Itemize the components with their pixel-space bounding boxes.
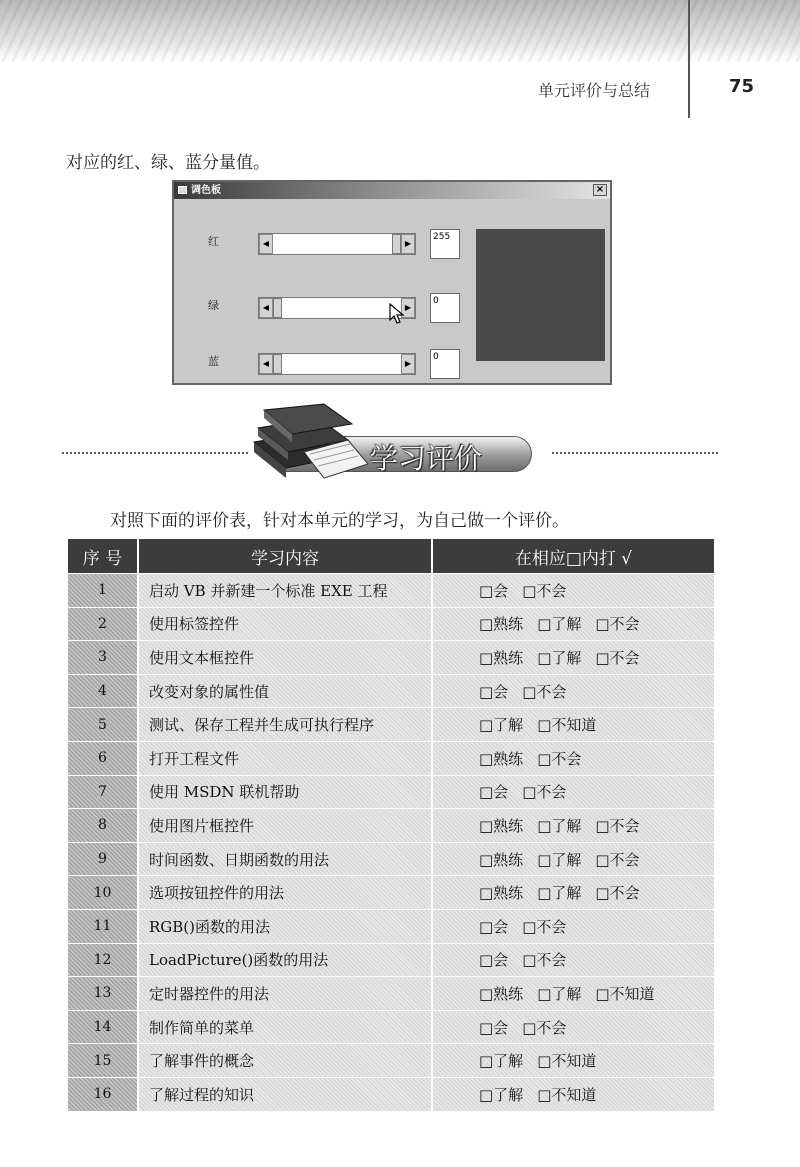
row-content: 使用文本框控件 <box>138 641 432 675</box>
row-options <box>432 876 714 910</box>
checkbox-group <box>433 983 714 1004</box>
column-header-options: 在相应□内打 √ <box>432 539 714 574</box>
row-options <box>432 574 714 608</box>
row-content: 使用标签控件 <box>138 607 432 641</box>
table-row <box>68 775 714 809</box>
scroll-right-arrow-icon[interactable]: ▶ <box>401 298 415 318</box>
checkbox-group <box>433 781 714 802</box>
page-number: 75 <box>729 76 755 97</box>
table-row <box>68 607 714 641</box>
table-row <box>68 977 714 1011</box>
checkbox-group <box>433 849 714 870</box>
dotted-rule-left <box>62 452 248 454</box>
section-title: 学习评价 <box>370 442 483 475</box>
checkbox-group <box>433 613 714 634</box>
books-icon <box>244 402 374 486</box>
dialog-titlebar[interactable] <box>174 182 610 199</box>
red-label: 红 <box>208 235 219 248</box>
rating-checkbox[interactable]: □不会 <box>522 917 567 936</box>
row-options <box>432 741 714 775</box>
checkbox-group <box>433 1050 714 1071</box>
row-options <box>432 1044 714 1078</box>
row-content: 时间函数、日期函数的用法 <box>138 842 432 876</box>
table-row <box>68 842 714 876</box>
table-row <box>68 741 714 775</box>
green-label: 绿 <box>208 299 219 312</box>
row-number: 6 <box>68 741 138 775</box>
table-row <box>68 943 714 977</box>
row-content: 打开工程文件 <box>138 741 432 775</box>
row-content: LoadPicture()函数的用法 <box>138 943 432 977</box>
row-options <box>432 641 714 675</box>
rating-checkbox[interactable]: □不会 <box>537 749 582 768</box>
row-content: 定时器控件的用法 <box>138 977 432 1011</box>
row-number: 8 <box>68 809 138 843</box>
column-header-content: 学习内容 <box>138 539 432 574</box>
row-number: 9 <box>68 842 138 876</box>
row-number: 5 <box>68 708 138 742</box>
rating-checkbox[interactable]: □会 <box>479 917 509 936</box>
dialog-title: 调色板 <box>191 185 221 196</box>
rating-checkbox[interactable]: □熟练 <box>479 615 524 634</box>
checkbox-group <box>433 949 714 970</box>
instruction-text: 对照下面的评价表，针对本单元的学习，为自己做一个评价。 <box>110 511 569 531</box>
blue-scrollbar[interactable] <box>258 353 416 375</box>
row-number: 7 <box>68 775 138 809</box>
table-row <box>68 708 714 742</box>
rating-checkbox[interactable]: □会 <box>479 1018 509 1037</box>
header-divider <box>688 0 690 118</box>
rating-checkbox[interactable]: □不会 <box>522 1018 567 1037</box>
row-content: 使用 MSDN 联机帮助 <box>138 775 432 809</box>
table-row <box>68 1010 714 1044</box>
table-row <box>68 1044 714 1078</box>
rating-checkbox[interactable]: □熟练 <box>479 884 524 903</box>
rating-checkbox[interactable]: □熟练 <box>479 749 524 768</box>
checkbox-group <box>433 815 714 836</box>
row-content: 了解事件的概念 <box>138 1044 432 1078</box>
rating-checkbox[interactable]: □不会 <box>522 951 567 970</box>
row-options <box>432 809 714 843</box>
row-content: 了解过程的知识 <box>138 1077 432 1110</box>
row-options <box>432 909 714 943</box>
rating-checkbox[interactable]: □不会 <box>595 884 640 903</box>
row-number: 12 <box>68 943 138 977</box>
green-value-field[interactable]: 0 <box>430 293 460 323</box>
red-value-field[interactable]: 255 <box>430 229 460 259</box>
rating-checkbox[interactable]: □了解 <box>537 615 582 634</box>
table-row <box>68 574 714 608</box>
blue-label: 蓝 <box>208 355 219 368</box>
row-options <box>432 708 714 742</box>
color-preview <box>476 229 605 361</box>
row-options <box>432 607 714 641</box>
row-number: 10 <box>68 876 138 910</box>
scroll-thumb[interactable] <box>273 298 282 318</box>
row-number: 3 <box>68 641 138 675</box>
rating-checkbox[interactable]: □熟练 <box>479 648 524 667</box>
rating-checkbox[interactable]: □不会 <box>522 581 567 600</box>
rating-checkbox[interactable]: □不会 <box>522 783 567 802</box>
row-options <box>432 775 714 809</box>
scroll-left-arrow-icon[interactable]: ◀ <box>259 234 273 254</box>
intro-paragraph: 对应的红、绿、蓝分量值。 <box>66 153 270 173</box>
row-content: 启动 VB 并新建一个标准 EXE 工程 <box>138 574 432 608</box>
rating-checkbox[interactable]: □会 <box>479 951 509 970</box>
checkbox-group <box>433 1017 714 1038</box>
red-scrollbar[interactable] <box>258 233 416 255</box>
rating-checkbox[interactable]: □不知道 <box>537 1085 597 1104</box>
table-row <box>68 674 714 708</box>
row-number: 1 <box>68 574 138 608</box>
checkbox-group <box>433 1084 714 1105</box>
rating-checkbox[interactable]: □会 <box>479 682 509 701</box>
rating-checkbox[interactable]: □不会 <box>595 648 640 667</box>
rating-checkbox[interactable]: □不知道 <box>595 984 655 1003</box>
row-number: 13 <box>68 977 138 1011</box>
blue-value-field[interactable]: 0 <box>430 349 460 379</box>
table-header-row <box>68 539 714 574</box>
checkbox-group <box>433 681 714 702</box>
checkbox-group <box>433 580 714 601</box>
row-number: 4 <box>68 674 138 708</box>
rating-checkbox[interactable]: □不会 <box>595 816 640 835</box>
rating-checkbox[interactable]: □不会 <box>595 615 640 634</box>
row-number: 11 <box>68 909 138 943</box>
scroll-right-arrow-icon[interactable]: ▶ <box>401 234 415 254</box>
row-options <box>432 977 714 1011</box>
rating-checkbox[interactable]: □了解 <box>479 1085 524 1104</box>
row-content: 制作简单的菜单 <box>138 1010 432 1044</box>
dotted-rule-right <box>552 452 718 454</box>
row-number: 16 <box>68 1077 138 1110</box>
table-row <box>68 641 714 675</box>
checkbox-group <box>433 647 714 668</box>
rating-checkbox[interactable]: □了解 <box>537 850 582 869</box>
rating-checkbox[interactable]: □了解 <box>537 984 582 1003</box>
rating-checkbox[interactable]: □不会 <box>522 682 567 701</box>
table-row <box>68 876 714 910</box>
checkbox-group <box>433 748 714 769</box>
row-content: RGB()函数的用法 <box>138 909 432 943</box>
column-header-number: 序 号 <box>68 539 138 574</box>
checkbox-group <box>433 714 714 735</box>
row-content: 改变对象的属性值 <box>138 674 432 708</box>
rating-checkbox[interactable]: □了解 <box>537 884 582 903</box>
rating-checkbox[interactable]: □了解 <box>479 716 524 735</box>
rating-checkbox[interactable]: □了解 <box>537 816 582 835</box>
row-options <box>432 943 714 977</box>
row-options <box>432 1077 714 1110</box>
rating-checkbox[interactable]: □熟练 <box>479 984 524 1003</box>
scroll-left-arrow-icon[interactable]: ◀ <box>259 354 273 374</box>
checkbox-group <box>433 916 714 937</box>
rating-checkbox[interactable]: □会 <box>479 783 509 802</box>
scroll-left-arrow-icon[interactable]: ◀ <box>259 298 273 318</box>
chapter-title: 单元评价与总结 <box>538 81 651 100</box>
mouse-cursor-icon <box>388 303 406 325</box>
checkbox-group <box>433 882 714 903</box>
window-icon <box>178 186 187 194</box>
row-content: 使用图片框控件 <box>138 809 432 843</box>
evaluation-table <box>68 539 714 1111</box>
rating-checkbox[interactable]: □会 <box>479 581 509 600</box>
row-content: 选项按钮控件的用法 <box>138 876 432 910</box>
rating-checkbox[interactable]: □不知道 <box>537 1052 597 1071</box>
row-number: 15 <box>68 1044 138 1078</box>
dialog-body <box>174 199 610 383</box>
table-row <box>68 909 714 943</box>
page-header-background <box>0 0 800 62</box>
scroll-thumb[interactable] <box>273 354 282 374</box>
rating-checkbox[interactable]: □不知道 <box>537 716 597 735</box>
close-button[interactable]: × <box>593 184 607 196</box>
rating-checkbox[interactable]: □熟练 <box>479 850 524 869</box>
row-number: 14 <box>68 1010 138 1044</box>
rating-checkbox[interactable]: □了解 <box>537 648 582 667</box>
palette-dialog <box>172 180 612 385</box>
row-options <box>432 674 714 708</box>
row-options <box>432 1010 714 1044</box>
rating-checkbox[interactable]: □不会 <box>595 850 640 869</box>
row-options <box>432 842 714 876</box>
row-content: 测试、保存工程并生成可执行程序 <box>138 708 432 742</box>
rating-checkbox[interactable]: □熟练 <box>479 816 524 835</box>
rating-checkbox[interactable]: □了解 <box>479 1052 524 1071</box>
table-row <box>68 809 714 843</box>
table-row <box>68 1077 714 1110</box>
scroll-right-arrow-icon[interactable]: ▶ <box>401 354 415 374</box>
row-number: 2 <box>68 607 138 641</box>
scroll-thumb[interactable] <box>392 234 401 254</box>
